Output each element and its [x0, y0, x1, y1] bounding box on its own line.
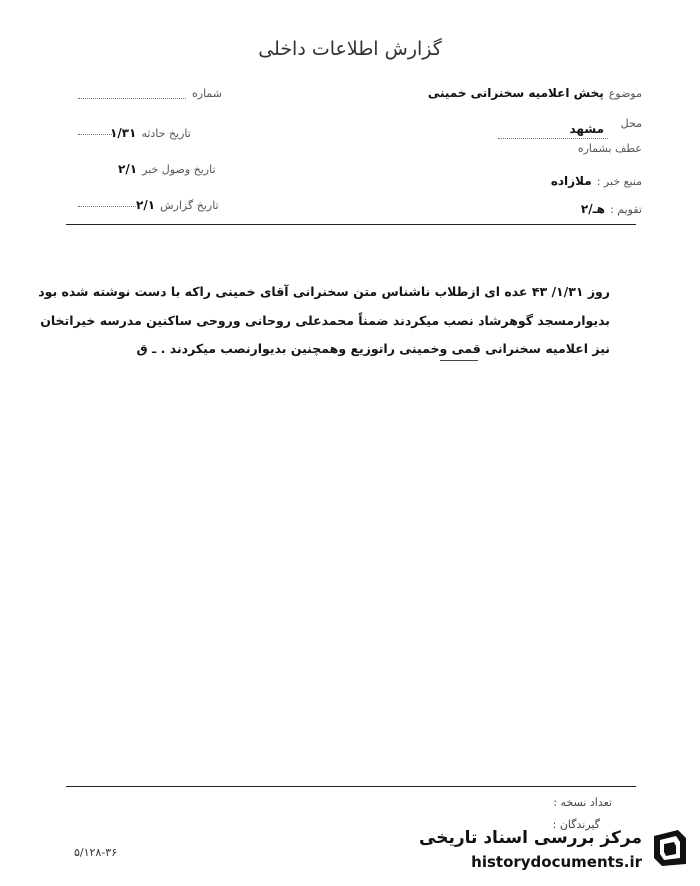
body-line-1: روز ۱/۳۱/ ۴۳ عده ای ازطلاب ناشناس متن سخنرانی آقای خمینی راکه با دست نوشته شده بود [38, 284, 610, 299]
source-value: ملازاده [550, 174, 592, 188]
body-line-3: نیز اعلامیه سخنرانی قمی وخمینی راتوزیع وهمچنین بدیوارنصب میکردند . ـ ق [136, 341, 610, 356]
recipients-label: گیرندگان : [552, 818, 600, 831]
place-field [621, 112, 642, 131]
incident-date-label: تاریخ حادثه [141, 127, 191, 140]
subject-field [428, 82, 642, 101]
footer-divider [66, 786, 636, 787]
evaluation-label: تقویم : [610, 203, 642, 216]
number-dotted-line [78, 98, 186, 99]
received-date-value: ۲/۱ [118, 162, 138, 176]
underline-mark [440, 360, 478, 361]
received-date-label: تاریخ وصول خبر [142, 163, 216, 176]
archive-logo-icon [648, 826, 692, 870]
report-title: گزارش اطلاعات داخلی [258, 38, 442, 60]
incident-dotted-line [78, 134, 116, 135]
incident-date-value: ۱/۳۱ [110, 126, 137, 140]
copies-label: تعداد نسخه : [553, 796, 612, 809]
subject-label: موضوع [608, 87, 642, 100]
watermark-title: مرکز بررسی اسناد تاریخی [419, 828, 642, 848]
body-line-2: بدیوارمسجد گوهرشاد نصب میکردند ضمناً محمدعلی روحانی وروحی ساکنین مدرسه خیراتخان [40, 313, 610, 328]
number-label: شماره [192, 87, 223, 100]
source-label: منبع خبر : [596, 175, 642, 188]
header-divider [66, 224, 636, 225]
report-date-label: تاریخ گزارش [160, 199, 219, 212]
report-date-value: ۲/۱ [136, 198, 156, 212]
evaluation-field [581, 198, 642, 217]
evaluation-value: هـ/۲ [580, 202, 605, 216]
source-field [551, 170, 642, 189]
reference-number: ۵/۱۲۸-۳۶ [74, 846, 118, 859]
received-date-field [118, 158, 216, 177]
place-dotted-line [498, 138, 608, 139]
subject-value: پخش اعلامیه سخنرانی خمینی [427, 86, 604, 100]
place-label: محل [620, 117, 642, 130]
ref-label: عطف بشماره [577, 142, 642, 155]
incident-date-field [110, 122, 191, 141]
report-date-field [136, 194, 219, 213]
place-value: مشهد [569, 122, 604, 136]
watermark-url: historydocuments.ir [471, 853, 642, 871]
report-dotted-line [78, 206, 136, 207]
